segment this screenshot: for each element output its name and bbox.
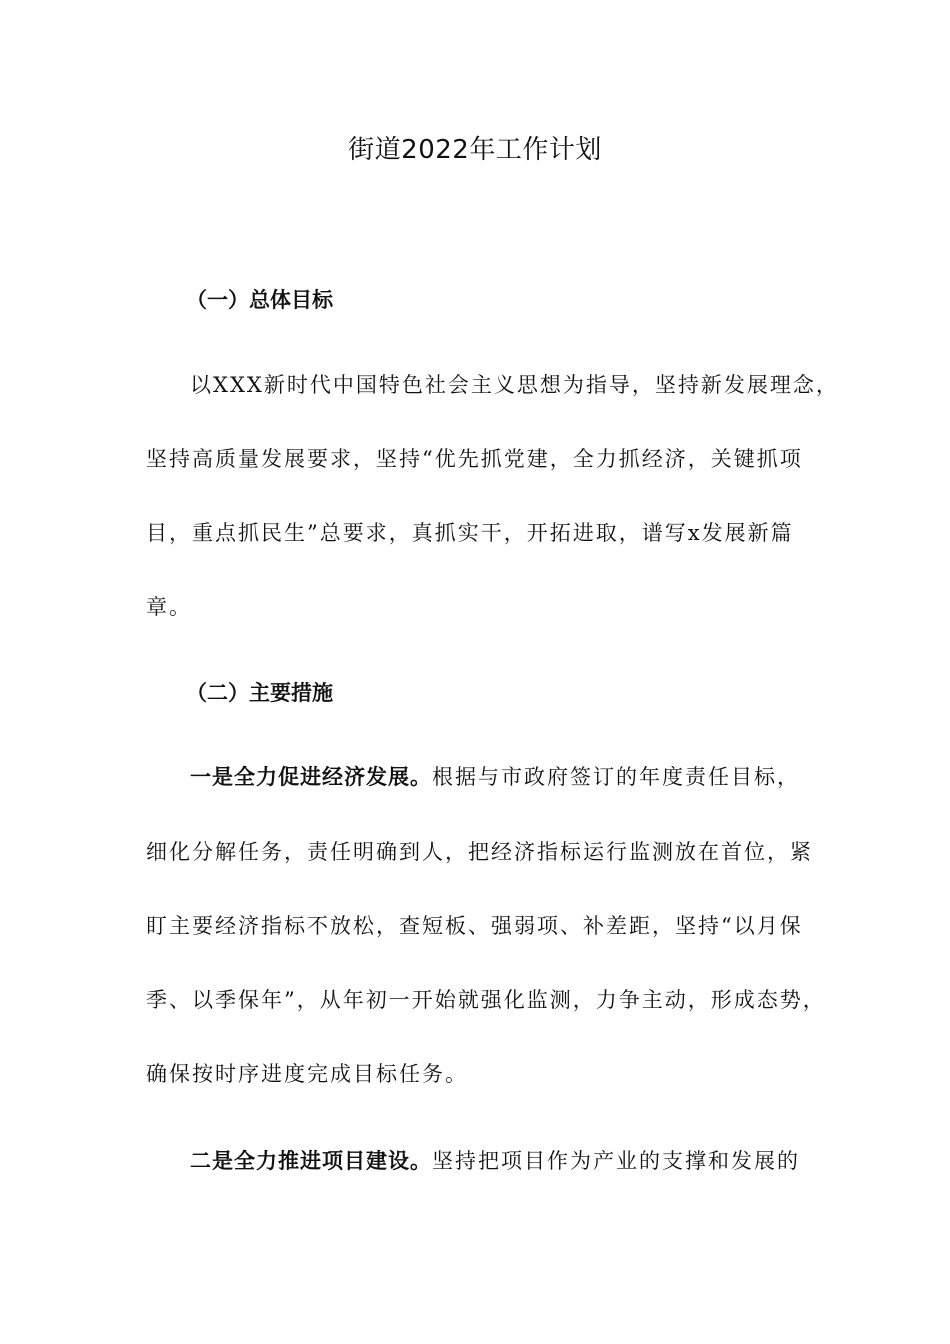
section-heading-overall-goals: （一）总体目标 bbox=[186, 288, 333, 312]
paragraph-line: 确保按时序进度完成目标任务。 bbox=[146, 1062, 468, 1086]
paragraph-line: 以XXX新时代中国特色社会主义思想为指导，坚持新发展理念， bbox=[190, 373, 839, 397]
paragraph-text: 坚持把项目作为产业的支撑和发展的 bbox=[432, 1149, 800, 1173]
paragraph-first-line bbox=[190, 1146, 800, 1176]
paragraph-text: 根据与市政府签订的年度责任目标， bbox=[432, 765, 800, 789]
paragraph-first-line bbox=[190, 762, 800, 792]
paragraph-line: 目，重点抓民生”总要求，真抓实干，开拓进取，谱写x发展新篇 bbox=[146, 521, 794, 545]
paragraph-line: 坚持高质量发展要求，坚持“优先抓党建，全力抓经济，关键抓项 bbox=[146, 447, 803, 471]
section-heading-main-measures: （二）主要措施 bbox=[186, 681, 333, 705]
paragraph-line: 季、以季保年”，从年初一开始就强化监测，力争主动，形成态势， bbox=[146, 988, 826, 1012]
paragraph-line: 细化分解任务，责任明确到人，把经济指标运行监测放在首位，紧 bbox=[146, 840, 813, 864]
document-title: 街道2022年工作计划 bbox=[348, 135, 602, 165]
paragraph-line: 章。 bbox=[146, 595, 192, 619]
paragraph-lead: 一是全力促进经济发展。 bbox=[190, 765, 432, 789]
paragraph-line: 盯主要经济指标不放松，查短板、强弱项、补差距，坚持“以月保 bbox=[146, 914, 803, 938]
paragraph-lead: 二是全力推进项目建设。 bbox=[190, 1149, 432, 1173]
